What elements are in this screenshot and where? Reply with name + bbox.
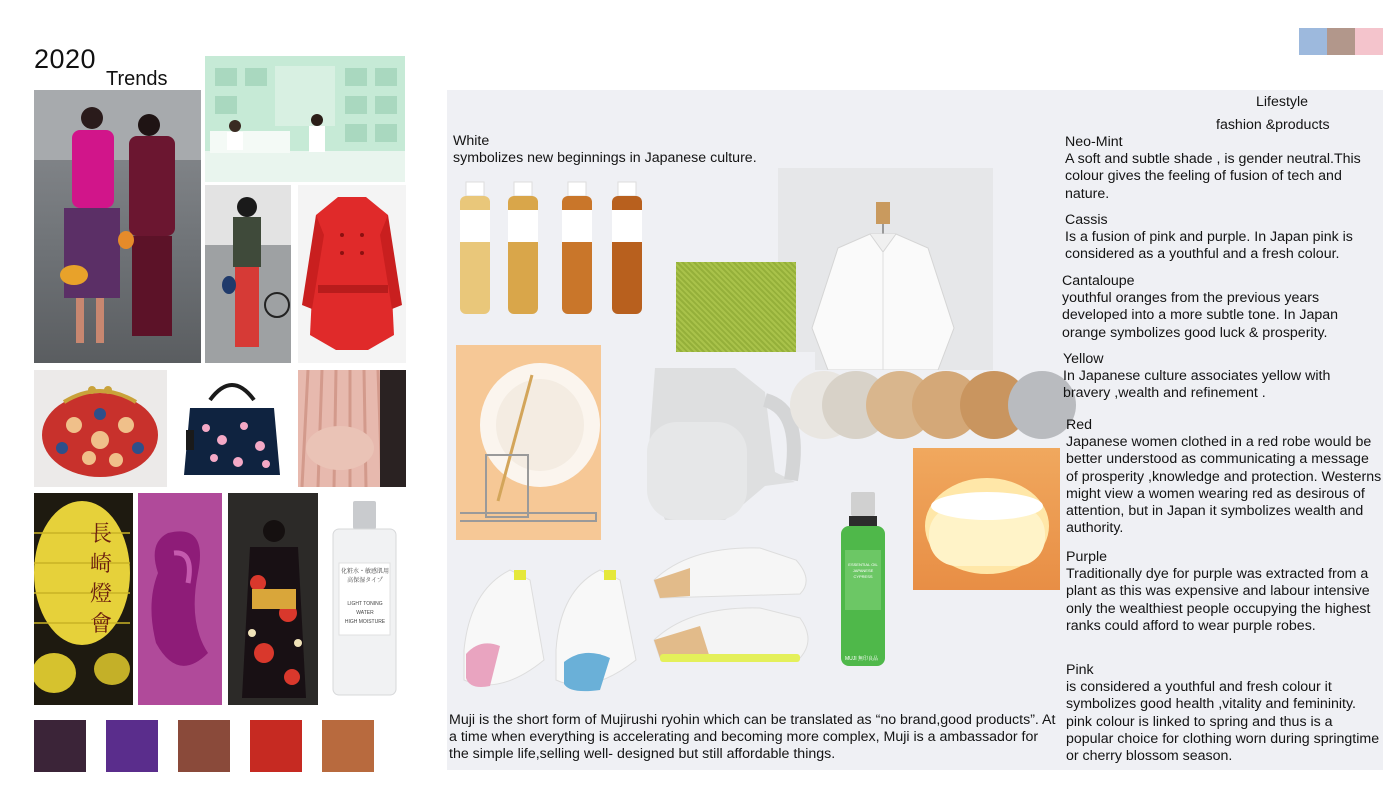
street-fashion-photo xyxy=(34,90,201,363)
color-red xyxy=(1066,417,1384,537)
floral-clasp-purse-photo xyxy=(34,370,167,487)
color-yellow-text: In Japanese culture associates yellow with bravery ,wealth and refinement . xyxy=(1063,368,1331,402)
bottle-label-line-2: 高保湿タイプ xyxy=(347,578,383,584)
bottle-label-line-3: LIGHT TONING WATER xyxy=(347,601,383,616)
color-cantaloupe xyxy=(1062,273,1380,342)
tea-bottles-photo xyxy=(452,170,664,330)
color-purple xyxy=(1066,549,1382,635)
lantern-character-2: 崎 xyxy=(90,552,113,577)
street-style-red-pants-photo xyxy=(205,185,291,363)
color-yellow-name: Yellow xyxy=(1063,351,1104,367)
color-neo-mint xyxy=(1065,134,1380,203)
color-cantaloupe-text: youthful oranges from the previous years developed into a more subtle tone. In Japan orange symbolizes good luck & prosperity. xyxy=(1062,290,1339,341)
kimono-photo xyxy=(228,493,318,705)
oil-brand-label: MUJI 無印良品 xyxy=(845,656,879,662)
pink-pleated-bag-photo xyxy=(298,370,406,487)
color-purple-text: Traditionally dye for purple was extracted from a plant as this was expensive and labour intensive only the wealthiest people occupying the highest ranks could afford to wear purple robes. xyxy=(1066,566,1371,634)
oil-label-line-1: ESSENTIAL OIL xyxy=(848,562,878,567)
bottle-label-line-4: HIGH MOISTURE xyxy=(344,619,386,625)
white-sneakers-photo xyxy=(460,550,640,698)
toning-water-bottle-photo xyxy=(323,493,406,705)
color-cassis-text: Is a fusion of pink and purple. In Japan pink is considered as a youthful and a fresh colour. xyxy=(1065,229,1353,263)
color-pink xyxy=(1066,662,1382,765)
white-section-title: White xyxy=(453,133,490,149)
white-shirt-photo xyxy=(778,168,993,370)
essential-oil-bottle-photo xyxy=(835,490,891,670)
aroma-diffuser-photo xyxy=(913,448,1060,590)
yellow-lantern-photo xyxy=(34,493,133,705)
fabric-swatch-dark-purple xyxy=(34,720,86,772)
fabric-swatch-red xyxy=(250,720,302,772)
red-trench-coat-photo xyxy=(298,185,406,363)
color-red-text: Japanese women clothed in a red robe would be better understood as communicating a message of prosperity ,knowledge and protection. Westerns might view a women wearing red as desirous of attention, but in Japan it symbolizes wealth and authority. xyxy=(1066,434,1382,537)
purple-paint-swatch-photo xyxy=(138,493,222,705)
white-section-text: symbolizes new beginnings in Japanese culture. xyxy=(453,150,757,166)
color-purple-name: Purple xyxy=(1066,549,1108,565)
page-title-year: 2020 xyxy=(34,44,97,74)
color-cantaloupe-name: Cantaloupe xyxy=(1062,273,1135,289)
lantern-character-4: 會 xyxy=(90,612,113,637)
fabric-swatch-rust xyxy=(322,720,374,772)
fabric-swatch-floral xyxy=(178,720,230,772)
dish-rack-photo xyxy=(456,345,601,540)
oil-label-line-2: JAPANESE CYPRESS xyxy=(852,568,874,579)
color-neo-mint-text: A soft and subtle shade , is gender neutral.This colour gives the feeling of fusion of tech and nature. xyxy=(1065,151,1361,202)
palette-swatch-taupe xyxy=(1327,28,1355,55)
bottle-label-line-1: 化粧水・敏感肌用 xyxy=(341,569,390,575)
color-pink-text: is considered a youthful and fresh colour it symbolizes good health ,vitality and femininity. pink colour is linked to spring and thus is a popular choice for clothing worn during springtime or cherry blossom season. xyxy=(1066,679,1380,765)
lifestyle-title: Lifestyle xyxy=(1256,94,1309,110)
color-cassis-name: Cassis xyxy=(1065,212,1108,228)
muji-description: Muji is the short form of Mujirushi ryohin which can be translated as “no brand,good products”. At a time when everything is accelerating and becoming more complex, Muji is a ambassador for the simple life,selling well- designed but still affordable things. xyxy=(449,712,1056,763)
page-title-word: Trends xyxy=(106,68,168,90)
tan-sneakers-photo xyxy=(650,540,820,672)
palette-swatch-blue xyxy=(1299,28,1327,55)
lifestyle-subtitle: fashion &products xyxy=(1216,117,1330,133)
color-yellow xyxy=(1063,351,1378,403)
mint-store-photo xyxy=(205,56,405,182)
fabric-swatch-violet xyxy=(106,720,158,772)
palette-swatch-pink xyxy=(1355,28,1383,55)
cherry-blossom-handbag-photo xyxy=(172,370,292,487)
white-kettle-photo xyxy=(625,352,815,530)
lantern-character-3: 燈 xyxy=(90,582,113,607)
lantern-character-1: 長 xyxy=(90,522,113,547)
color-cassis xyxy=(1065,212,1380,264)
color-red-name: Red xyxy=(1066,417,1093,433)
color-neo-mint-name: Neo-Mint xyxy=(1065,134,1123,150)
color-pink-name: Pink xyxy=(1066,662,1094,678)
